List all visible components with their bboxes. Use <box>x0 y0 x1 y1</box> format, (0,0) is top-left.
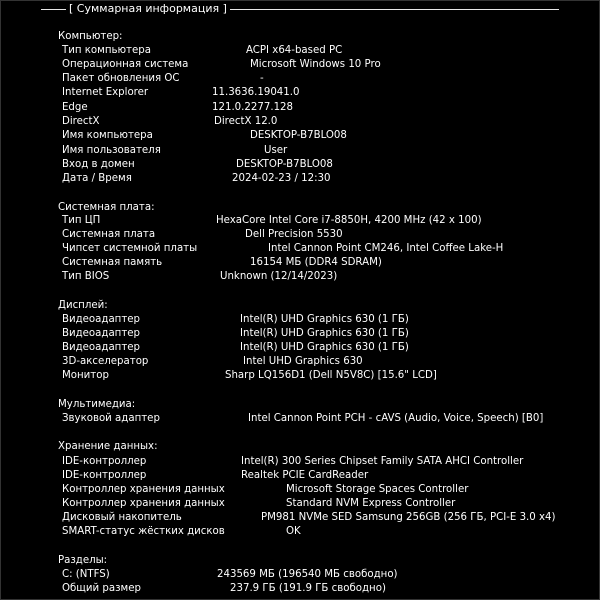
info-label: Тип ЦП <box>62 215 101 226</box>
info-value: Standard NVM Express Controller <box>286 498 456 509</box>
info-label: SMART-статус жёстких дисков <box>62 526 225 537</box>
info-label: C: (NTFS) <box>62 569 110 580</box>
info-value: PM981 NVMe SED Samsung 256GB (256 ГБ, PCI-E 3.0 x4) <box>261 512 556 523</box>
section-title: Компьютер: <box>58 31 123 42</box>
info-label: Дисковый накопитель <box>62 512 182 523</box>
info-label: Тип компьютера <box>62 45 151 56</box>
info-label: Дата / Время <box>62 173 132 184</box>
section-title: Хранение данных: <box>58 441 158 452</box>
info-label: Пакет обновления ОС <box>62 73 180 84</box>
info-label: Системная память <box>62 257 163 268</box>
info-value: Intel Cannon Point CM246, Intel Coffee Lake-H <box>268 243 504 254</box>
info-label: Общий размер <box>62 583 141 594</box>
info-value: Microsoft Storage Spaces Controller <box>286 484 469 495</box>
info-value: Intel(R) UHD Graphics 630 (1 ГБ) <box>240 328 409 339</box>
info-label: Операционная система <box>62 59 189 70</box>
info-label: Системная плата <box>62 229 156 240</box>
info-label: Контроллер хранения данных <box>62 498 225 509</box>
info-label: Звуковой адаптер <box>62 413 160 424</box>
section-title: Разделы: <box>58 555 108 566</box>
info-value: User <box>264 145 288 156</box>
info-label: Видеоадаптер <box>62 342 141 353</box>
info-label: Edge <box>62 102 88 113</box>
info-value: - <box>260 73 264 84</box>
info-label: IDE-контроллер <box>62 470 147 481</box>
info-value: Intel(R) 300 Series Chipset Family SATA AHCI Controller <box>241 456 524 467</box>
info-value: HexaCore Intel Core i7-8850H, 4200 MHz (42 x 100) <box>216 215 482 226</box>
info-label: Имя пользователя <box>62 145 161 156</box>
info-value: Realtek PCIE CardReader <box>241 470 369 481</box>
info-value: 237.9 ГБ (191.9 ГБ свободно) <box>230 583 386 594</box>
info-label: IDE-контроллер <box>62 456 147 467</box>
info-value: 11.3636.19041.0 <box>212 87 300 98</box>
info-value: DESKTOP-B7BLO08 <box>250 130 347 141</box>
info-value: 16154 МБ (DDR4 SDRAM) <box>250 257 382 268</box>
info-label: Тип BIOS <box>62 271 110 282</box>
info-value: ACPI x64-based PC <box>246 45 343 56</box>
info-label: Контроллер хранения данных <box>62 484 225 495</box>
info-label: DirectX <box>62 116 100 127</box>
info-label: Монитор <box>62 370 109 381</box>
info-value: 243569 МБ (196540 МБ свободно) <box>217 569 398 580</box>
info-label: Видеоадаптер <box>62 328 141 339</box>
info-label: 3D-акселератор <box>62 356 149 367</box>
info-value: DirectX 12.0 <box>214 116 278 127</box>
info-label: Имя компьютера <box>62 130 153 141</box>
info-value: Microsoft Windows 10 Pro <box>250 59 381 70</box>
info-value: Intel(R) UHD Graphics 630 (1 ГБ) <box>240 342 409 353</box>
section-title: Системная плата: <box>58 202 155 213</box>
info-value: OK <box>286 526 301 537</box>
info-value: Sharp LQ156D1 (Dell N5V8C) [15.6" LCD] <box>225 370 437 381</box>
info-label: Вход в домен <box>62 159 135 170</box>
info-value: Intel(R) UHD Graphics 630 (1 ГБ) <box>240 314 409 325</box>
section-title: Мультимедиа: <box>58 399 136 410</box>
info-label: Чипсет системной платы <box>62 243 198 254</box>
info-value: Dell Precision 5530 <box>245 229 343 240</box>
section-header-title: [ Суммарная информация ] <box>66 2 230 15</box>
info-value: 121.0.2277.128 <box>212 102 294 113</box>
info-value: Unknown (12/14/2023) <box>220 271 338 282</box>
info-value: DESKTOP-B7BLO08 <box>236 159 333 170</box>
info-value: 2024-02-23 / 12:30 <box>232 173 331 184</box>
info-value: Intel UHD Graphics 630 <box>243 356 363 367</box>
info-label: Видеоадаптер <box>62 314 141 325</box>
section-title: Дисплей: <box>58 300 108 311</box>
info-label: Internet Explorer <box>62 87 149 98</box>
info-value: Intel Cannon Point PCH - cAVS (Audio, Voice, Speech) [B0] <box>248 413 544 424</box>
